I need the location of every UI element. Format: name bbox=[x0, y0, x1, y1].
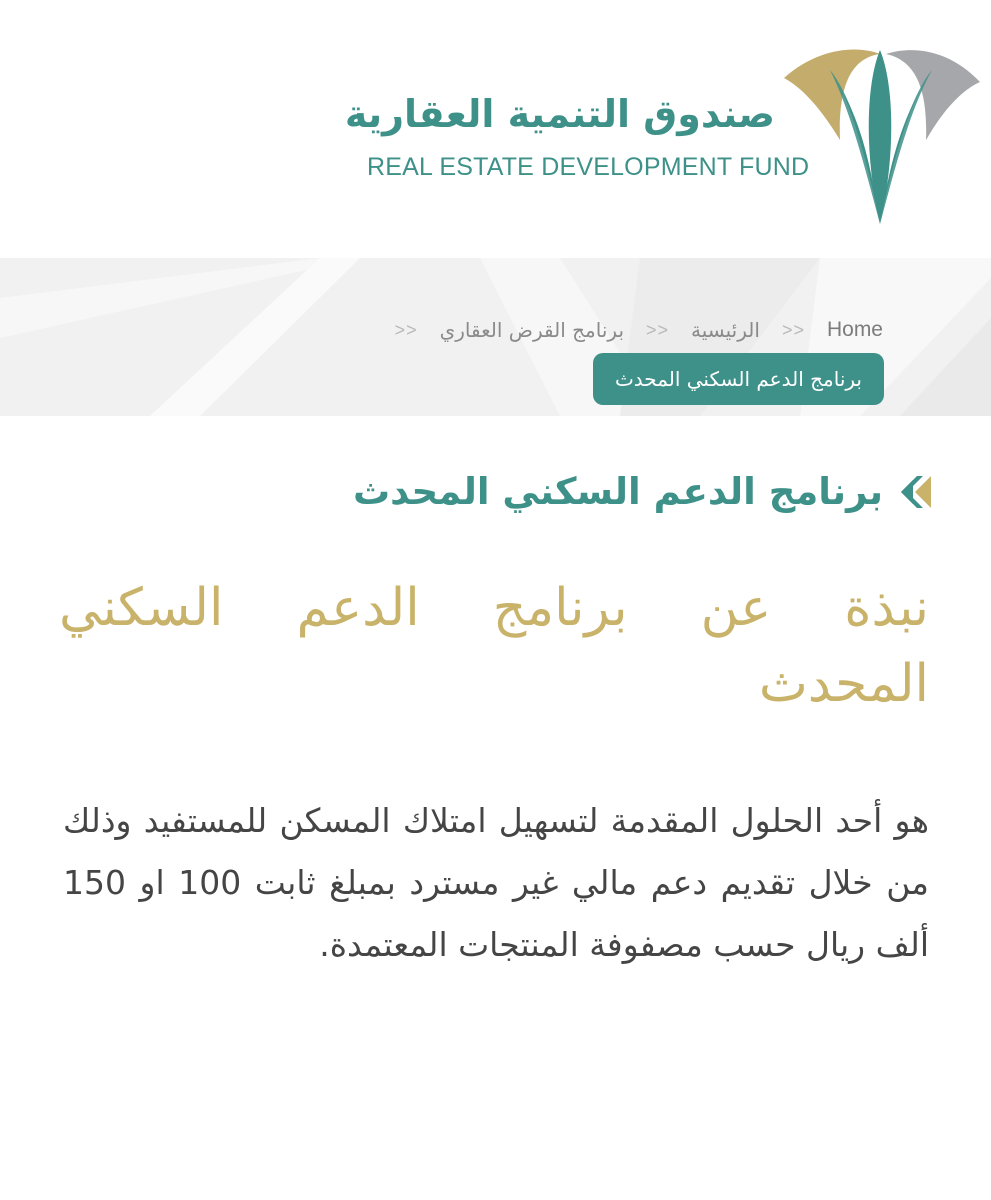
section-title bbox=[353, 470, 931, 513]
breadcrumb-current-page: برنامج الدعم السكني المحدث bbox=[593, 353, 884, 405]
palm-leaf-logo-icon[interactable] bbox=[780, 44, 984, 228]
breadcrumb-home-link[interactable]: Home bbox=[826, 318, 883, 341]
section-title-text: برنامج الدعم السكني المحدث bbox=[352, 470, 883, 513]
double-chevron-icon bbox=[895, 472, 931, 512]
breadcrumb-main-link[interactable]: الرئيسية bbox=[691, 318, 760, 342]
breadcrumb-loan-program-link[interactable]: برنامج القرض العقاري bbox=[439, 318, 625, 342]
brand-name-arabic: صندوق التنمية العقارية bbox=[344, 92, 775, 136]
site-header bbox=[0, 0, 991, 258]
breadcrumb-separator: >> bbox=[646, 319, 670, 340]
brand-name-english: REAL ESTATE DEVELOPMENT FUND bbox=[367, 153, 810, 181]
breadcrumb-band bbox=[0, 258, 991, 416]
breadcrumb bbox=[373, 318, 883, 342]
breadcrumb-separator: >> bbox=[781, 319, 805, 340]
content-body: هو أحد الحلول المقدمة لتسهيل امتلاك المسكن للمستفيد وذلك من خلال تقديم دعم مالي غير مسترد بمبلغ ثابت 100 او 150 ألف ريال حسب مصفوفة المنتجات المعتمدة. bbox=[63, 801, 929, 964]
content-heading: نبذة عن برنامج الدعم السكني المحدث bbox=[59, 578, 929, 714]
breadcrumb-separator: >> bbox=[394, 319, 418, 340]
